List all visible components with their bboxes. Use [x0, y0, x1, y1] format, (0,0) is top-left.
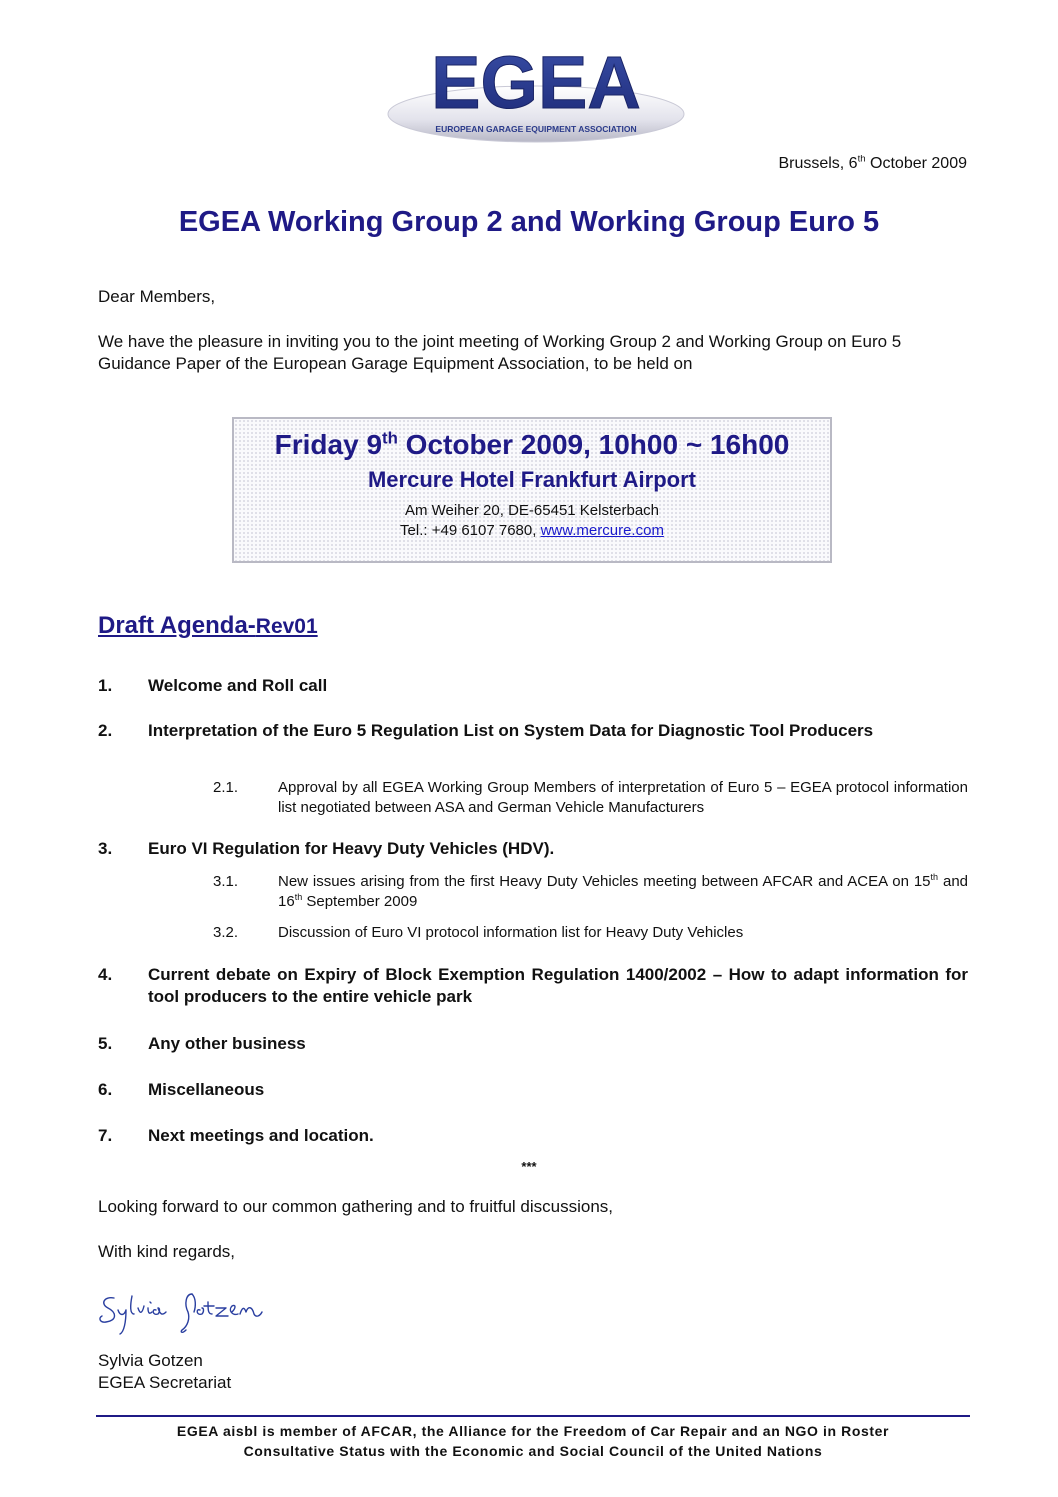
- svg-text:EUROPEAN GARAGE EQUIPMENT ASSO: EUROPEAN GARAGE EQUIPMENT ASSOCIATION: [435, 124, 637, 134]
- agenda-item: 2. Interpretation of the Euro 5 Regulation List on System Data for Diagnostic Tool Producers: [98, 721, 874, 740]
- salutation: Dear Members,: [98, 287, 216, 306]
- venue-box: [232, 417, 832, 563]
- signer-role: EGEA Secretariat: [98, 1373, 232, 1392]
- hotel-website-link[interactable]: www.mercure.com: [540, 522, 664, 539]
- venue-hotel: Mercure Hotel Frankfurt Airport: [367, 467, 696, 492]
- intro-paragraph: We have the pleasure in inviting you to the joint meeting of Working Group 2 and Working Group on Euro 5 Guidance Paper of the European Garage Equipment Association, to be held on: [98, 332, 902, 373]
- agenda-item: 1. Welcome and Roll call: [98, 676, 328, 695]
- letter-title: EGEA Working Group 2 and Working Group Euro 5: [178, 206, 880, 238]
- regards-line: With kind regards,: [98, 1242, 235, 1261]
- agenda-item: 7. Next meetings and location.: [98, 1126, 374, 1145]
- address-line: Am Weiher 20, DE-65451 Kelsterbach: [404, 502, 660, 519]
- agenda-item: 3. Euro VI Regulation for Heavy Duty Vehicles (HDV).: [98, 839, 555, 858]
- venue-address: [234, 501, 830, 541]
- svg-text:EGEA: EGEA: [431, 42, 641, 124]
- agenda-item: 5. Any other business: [98, 1034, 306, 1053]
- footer-divider: [96, 1415, 970, 1417]
- egea-logo: [386, 42, 686, 144]
- letter-date: Brussels, 6th October 2009: [778, 153, 967, 172]
- meeting-date: Friday 9th October 2009, 10h00 ~ 16h00: [274, 428, 790, 460]
- closing-line: Looking forward to our common gathering and to fruitful discussions,: [98, 1197, 613, 1216]
- footer-line: EGEA aisbl is member of AFCAR, the Alliance for the Freedom of Car Repair and an NGO in Roster: [176, 1423, 890, 1439]
- signer-name: Sylvia Gotzen: [98, 1351, 203, 1370]
- tel-line: Tel.: +49 6107 7680, www.mercure.com: [400, 522, 664, 539]
- section-separator: ***: [521, 1159, 537, 1174]
- handwritten-signature: [96, 1282, 266, 1342]
- agenda-subitem: 2.1. Approval by all EGEA Working Group Members of interpretation of Euro 5 – EGEA protocol information list negotiated between ASA and German Vehicle Manufacturers: [213, 779, 968, 816]
- agenda-item: 6. Miscellaneous: [98, 1080, 265, 1099]
- agenda-heading: Draft Agenda-Rev01: [98, 612, 318, 639]
- agenda-subitem: 3.1. New issues arising from the first Heavy Duty Vehicles meeting between AFCAR and ACEA on 15th and 16th September 2009: [213, 872, 968, 910]
- footer-line: Consultative Status with the Economic and Social Council of the United Nations: [243, 1443, 823, 1459]
- agenda-item: 4. Current debate on Expiry of Block Exemption Regulation 1400/2002 – How to adapt information for tool producers to the entire vehicle park: [98, 965, 968, 1006]
- footer-note: [96, 1421, 970, 1461]
- agenda-subitem: 3.2. Discussion of Euro VI protocol information list for Heavy Duty Vehicles: [213, 924, 744, 941]
